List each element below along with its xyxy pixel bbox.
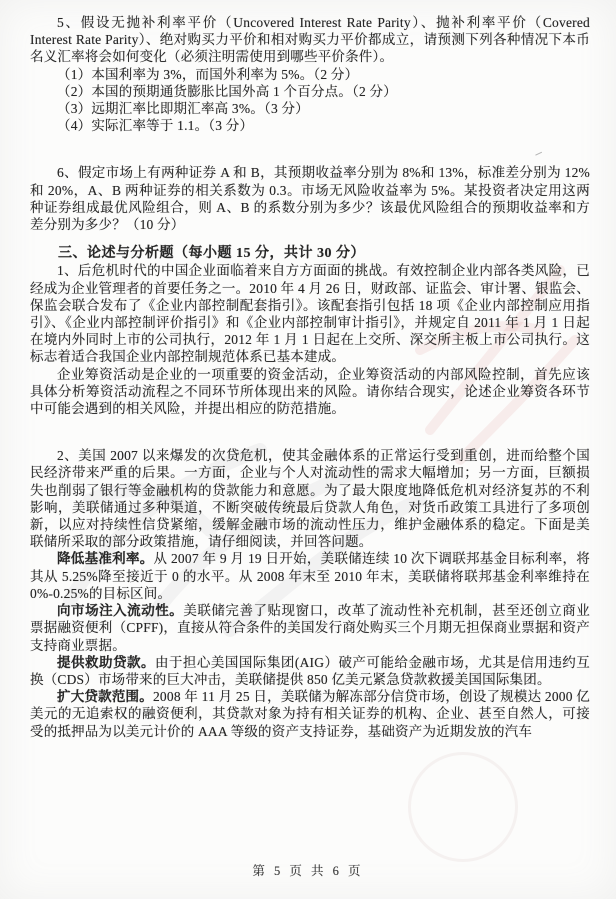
measure-rate-cut-lead: 降低基准利率。 <box>57 551 154 567</box>
question-5-text: 5、假设无抛补利率平价（Uncovered Interest Rate Parity）、抛补利率平价（Covered Interest Rate Parity）、绝对购买力平价和相对购买力平价都成立，请预测下列各种情况下本币名义汇率将会如何变化（必须注明需使用到哪些平价条件）。 <box>30 15 590 65</box>
essay-question-1-para-2: 企业筹资活动是企业的一项重要的资金活动，企业筹资活动的内部风险控制，首先应该具体分析筹资活动流程之不同环节所体现出来的风险。请你结合现实，论述企业筹资各环节中可能会遇到的相关风险，并提出相应的防范措施。 <box>30 366 590 417</box>
measure-liquidity-injection-lead: 向市场注入流动性。 <box>57 603 184 619</box>
section-three-heading: 三、论述与分析题（每小题 15 分，共计 30 分） <box>58 246 365 262</box>
question-5-item-3: （3）远期汇率比即期汇率高 3%。（3 分） <box>57 101 309 117</box>
question-5-item-2: （2）本国的预期通货膨胀比国外高 1 个百分点。（2 分） <box>57 83 397 99</box>
measure-rescue-loans-lead: 提供救助贷款。 <box>57 654 155 670</box>
question-6-text: 6、假定市场上有两种证券 A 和 B，其预期收益率分别为 8%和 13%，标准差分别为 12%和 20%，A、B 两种证券的相关系数为 0.3。市场无风险收益率为 5%。某投资者决定用这两种证券组成最优风险组合，则 A、B 的系数分别为多少？该最优风险组合的预期收益率和方差分别为多少？（10 分） <box>30 165 590 233</box>
measure-expanded-lending <box>30 688 590 740</box>
measure-rescue-loans <box>30 654 590 688</box>
question-5-item-1: （1）本国利率为 3%，而国外利率为 5%。（2 分） <box>57 66 359 82</box>
measure-liquidity-injection <box>30 602 590 654</box>
measure-rate-cut-text: 从 2007 年 9 月 19 日开始，美联储连续 10 次下调联邦基金目标利率，将其从 5.25%降至接近于 0 的水平。从 2008 年末至 2010 年末，美联储将联邦基金利率维持在 0%-0.25%的目标区间。 <box>30 551 591 601</box>
measure-expanded-lending-lead: 扩大贷款范围。 <box>57 689 153 705</box>
measure-expanded-lending-text: 2008 年 11 月 25 日，美联储为解冻部分信贷市场，创设了规模达 2000 亿美元的无追索权的融资便利，其贷款对象为持有相关证券的机构、企业、甚至自然人，可接受的抵押品为以美元计价的 AAA 等级的资产支持证券，基础资产为近期发放的汽车 <box>30 689 590 739</box>
measure-rate-cut <box>30 550 590 602</box>
essay-question-1-para-1: 1、后危机时代的中国企业面临着来自方方面面的挑战。有效控制企业内部各类风险，已经成为企业管理者的首要任务之一。2010 年 4 月 26 日，财政部、证监会、审计署、银监会、保监会联合发布了《企业内部控制配套指引》。该配套指引包括 18 项《企业内部控制应用指引》、《企业内部控制评价指引》和《企业内部控制审计指引》，并规定自 2011 年 1 月 1 日起在境内外同时上市的公司执行，2012 年 1 月 1 日起在上交所、深交所主板上市公司执行。这标志着适合我国企业内部控制规范体系已基本建成。 <box>30 263 590 365</box>
essay-question-2-intro: 2、美国 2007 以来爆发的次贷危机，使其金融体系的正常运行受到重创，进而给整个国民经济带来严重的后果。一方面，企业与个人对流动性的需求大幅增加；另一方面，巨额损失也削弱了银行等金融机构的贷款能力和意愿。为了最大限度地降低危机对经济复苏的不利影响，美联储通过多种渠道，不断突破传统最后贷款人角色，对货币政策工具进行了多项创新，以应对持续性信贷紧缩，缓解金融市场的流动性压力，维护金融体系的稳定。下面是美联储所采取的部分政策措施，请仔细阅读，并回答问题。 <box>30 448 590 550</box>
document-body <box>30 14 590 740</box>
page-number-footer: 第 5 页 共 6 页 <box>252 864 364 878</box>
measure-rescue-loans-text: 由于担心美国国际集团(AIG）破产可能给金融市场，尤其是信用违约互换（CDS）市场带来的巨大冲击，美联储提供 850 亿美元紧急贷款救援美国国际集团。 <box>30 654 591 687</box>
measure-liquidity-injection-text: 美联储完善了贴现窗口，改革了流动性补充机制，甚至还创立商业票据融资便利（CPFF)，直接从符合条件的美国发行商处购买三个月期无担保商业票据和资产支持商业票据。 <box>30 603 590 653</box>
question-5-items <box>30 66 590 135</box>
question-5-item-4: （4）实际汇率等于 1.1。（3 分） <box>57 118 254 134</box>
watermark-circle <box>408 752 518 862</box>
